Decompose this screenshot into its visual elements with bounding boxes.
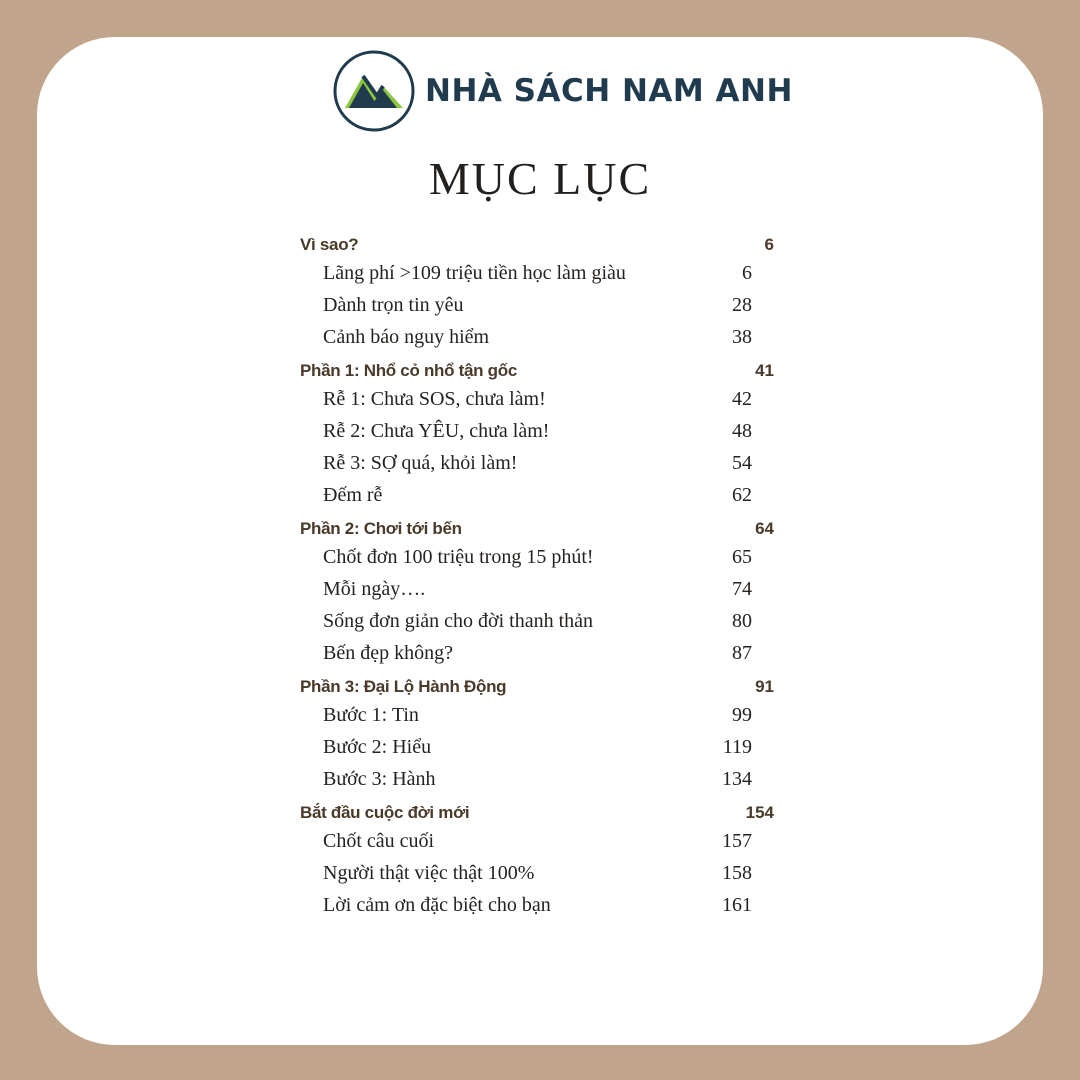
toc-page-number: 158 <box>722 862 752 884</box>
toc-page-number: 119 <box>722 736 752 758</box>
toc-item-row <box>300 482 776 514</box>
toc-item-title: Bến đẹp không? <box>323 642 453 664</box>
toc-item-title: Cảnh báo nguy hiểm <box>323 326 490 348</box>
toc-item-row <box>300 608 776 640</box>
toc-section-row <box>300 798 776 828</box>
toc-page-number: 91 <box>755 677 774 696</box>
toc-item-row <box>300 766 776 798</box>
toc-item-title: Bước 3: Hành <box>323 768 436 790</box>
toc-item-title: Mỗi ngày…. <box>323 578 426 600</box>
toc-page-number: 64 <box>755 519 774 538</box>
toc-item-row <box>300 418 776 450</box>
toc-page-number: 48 <box>732 420 752 442</box>
toc-item-title: Lãng phí >109 triệu tiền học làm giàu <box>323 262 626 284</box>
toc-section-title: Vì sao? <box>300 235 359 254</box>
brand-header <box>333 48 793 134</box>
toc-item-row <box>300 450 776 482</box>
toc-item-row <box>300 324 776 356</box>
toc-page-number: 62 <box>732 484 752 506</box>
toc-page-number: 41 <box>755 361 774 380</box>
toc-section-row <box>300 356 776 386</box>
toc-item-title: Bước 1: Tin <box>323 704 419 726</box>
toc-page-number: 154 <box>745 803 774 822</box>
toc-page-number: 157 <box>722 830 752 852</box>
toc-page-number: 65 <box>732 546 752 568</box>
toc-item-row <box>300 544 776 576</box>
toc-item-title: Dành trọn tin yêu <box>323 294 464 316</box>
toc-page-number: 74 <box>732 578 752 600</box>
toc-section-row <box>300 672 776 702</box>
toc-section-title: Phần 3: Đại Lộ Hành Động <box>300 677 507 696</box>
toc-page-number: 87 <box>732 642 752 664</box>
toc-item-title: Lời cảm ơn đặc biệt cho bạn <box>323 894 551 916</box>
toc-item-row <box>300 734 776 766</box>
nam-anh-logo-icon <box>333 50 415 132</box>
toc-item-title: Rễ 3: SỢ quá, khỏi làm! <box>323 452 518 474</box>
toc-page-number: 38 <box>732 326 752 348</box>
toc-item-row <box>300 702 776 734</box>
toc-section-title: Phần 1: Nhổ cỏ nhổ tận gốc <box>300 361 517 380</box>
toc-item-title: Đếm rễ <box>323 484 383 506</box>
toc-item-title: Chốt đơn 100 triệu trong 15 phút! <box>323 546 594 568</box>
toc-page-number: 80 <box>732 610 752 632</box>
toc-page-number: 134 <box>722 768 752 790</box>
toc-item-row <box>300 292 776 324</box>
toc-page-number: 6 <box>764 235 774 254</box>
toc-item-title: Người thật việc thật 100% <box>323 862 535 884</box>
toc-page-number: 54 <box>732 452 752 474</box>
toc-page-number: 99 <box>732 704 752 726</box>
toc-item-title: Rễ 2: Chưa YÊU, chưa làm! <box>323 420 550 442</box>
toc-section-row <box>300 230 776 260</box>
toc-item-row <box>300 640 776 672</box>
toc-item-row <box>300 828 776 860</box>
toc-item-title: Bước 2: Hiểu <box>323 736 432 758</box>
table-of-contents <box>300 230 776 924</box>
toc-section-title: Bắt đầu cuộc đời mới <box>300 803 470 822</box>
toc-item-row <box>300 260 776 292</box>
toc-section-title: Phần 2: Chơi tới bến <box>300 519 462 538</box>
page-title: MỤC LỤC <box>428 153 652 204</box>
toc-item-row <box>300 386 776 418</box>
brand-name: NHÀ SÁCH NAM ANH <box>425 73 793 109</box>
toc-item-row <box>300 860 776 892</box>
toc-item-title: Sống đơn giản cho đời thanh thản <box>323 610 594 632</box>
toc-page-number: 6 <box>742 262 752 284</box>
toc-item-title: Chốt câu cuối <box>323 830 435 852</box>
toc-item-row <box>300 892 776 924</box>
toc-section-row <box>300 514 776 544</box>
toc-page-number: 28 <box>732 294 752 316</box>
toc-item-title: Rễ 1: Chưa SOS, chưa làm! <box>323 388 546 410</box>
toc-page-number: 42 <box>732 388 752 410</box>
toc-page-number: 161 <box>722 894 752 916</box>
toc-item-row <box>300 576 776 608</box>
